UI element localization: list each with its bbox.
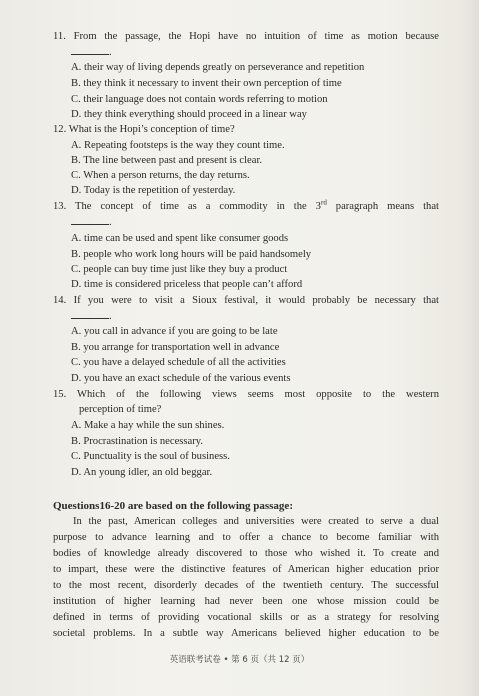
question-15-stem [53,388,439,401]
passage-line: to impart, these were the distinctive features of American higher education prior [53,564,439,575]
question-number: 11. [53,31,66,42]
option-14-c [71,356,286,369]
question-number: 12. [53,124,67,135]
option-letter: C. [71,451,81,462]
option-letter: B. [71,155,81,166]
option-11-c [71,93,328,106]
passage-line: defined in terms of providing vocational skills or as a strategy for resolving [53,612,439,623]
option-text: Repeating footsteps is the way they count time. [83,140,285,151]
option-letter: D. [71,279,82,290]
passage-line: In the past, American colleges and universities were created to serve a dual [73,516,439,527]
question-11-stem [53,30,439,43]
option-text: people can buy time just like they buy a product [83,264,288,275]
option-text: When a person returns, the day returns. [83,170,250,181]
passage-line: societal problems. In a subtle way Americans believed higher education to be [53,628,439,639]
option-11-b [71,77,342,90]
option-letter: A. [71,233,82,244]
option-letter: D. [71,373,82,384]
option-15-a [71,419,224,432]
option-text: Punctuality is the soul of business. [83,451,230,462]
option-letter: C. [71,264,81,275]
option-text: you call in advance if you are going to be late [83,326,278,337]
option-15-b [71,435,203,448]
option-12-c [71,169,250,182]
ordinal-suffix: rd [320,198,327,207]
answer-blank: . [71,308,112,323]
question-stem-text: paragraph means that [326,201,439,212]
option-text: you have a delayed schedule of all the activities [83,357,286,368]
option-text: they think everything should proceed in a linear way [83,109,307,120]
option-13-b [71,248,311,261]
answer-blank: . [71,214,112,229]
option-letter: C. [71,170,81,181]
option-12-a [71,139,285,152]
option-text: Procrastination is necessary. [83,436,204,447]
question-number: 15. [53,389,67,400]
option-letter: B. [71,342,81,353]
question-stem-text: The concept of time as a commodity in the 3 [75,201,321,212]
option-letter: C. [71,94,81,105]
option-text: Today is the repetition of yesterday. [83,185,236,196]
passage-line: institution of higher learning had never been one whose mission could be [53,596,439,607]
question-13-stem [53,200,439,213]
option-letter: A. [71,62,82,73]
passage-heading: Questions16-20 are based on the following passage: [53,500,293,512]
question-14-stem [53,294,439,307]
option-letter: A. [71,326,82,337]
option-letter: D. [71,467,82,478]
option-letter: B. [71,436,81,447]
page-footer: 英语联考试卷 • 第 6 页（共 12 页） [169,655,310,665]
option-12-b [71,154,262,167]
option-text: The line between past and present is clear. [83,155,263,166]
option-text: people who work long hours will be paid handsomely [83,249,312,260]
question-stem-text: What is the Hopi’s conception of time? [68,124,235,135]
option-14-b [71,341,279,354]
question-12-stem [53,123,235,136]
option-letter: B. [71,78,81,89]
option-13-a [71,232,288,245]
option-12-d [71,184,235,197]
option-text: their language does not contain words referring to motion [83,94,328,105]
page-edge-shadow [463,0,479,696]
question-number: 13. [53,201,67,212]
option-text: you arrange for transportation well in advance [83,342,280,353]
option-11-d [71,108,307,121]
question-number: 14. [53,295,67,306]
option-text: time is considered priceless that people can’t afford [83,279,303,290]
question-stem-text: Which of the following views seems most opposite to the western [77,389,439,400]
question-stem-text: If you were to visit a Sioux festival, it would probably be necessary that [73,295,439,306]
option-13-d [71,278,302,291]
option-text: you have an exact schedule of the various events [83,373,291,384]
option-11-a [71,61,364,74]
option-text: An young idler, an old beggar. [83,467,213,478]
option-13-c [71,263,287,276]
passage-line: bodies of knowledge already discovered to those who wished it. To create and [53,548,439,559]
question-15-stem-continued: perception of time? [79,404,162,415]
passage-line: purpose to advance learning and to offer a chance to become familiar with [53,532,439,543]
option-letter: B. [71,249,81,260]
question-stem-text: From the passage, the Hopi have no intuition of time as motion because [73,31,440,42]
option-letter: D. [71,109,82,120]
answer-blank: . [71,44,112,59]
passage-line: to the most recent, disorderly decades of the twentieth century. The successful [53,580,439,591]
option-14-a [71,325,278,338]
option-text: time can be used and spent like consumer goods [83,233,289,244]
option-letter: C. [71,357,81,368]
option-letter: A. [71,140,82,151]
option-text: their way of living depends greatly on perseverance and repetition [83,62,365,73]
option-letter: D. [71,185,82,196]
option-15-c [71,450,230,463]
option-text: they think it necessary to invent their own perception of time [83,78,342,89]
option-text: Make a hay while the sun shines. [83,420,225,431]
option-14-d [71,372,290,385]
option-15-d [71,466,212,479]
option-letter: A. [71,420,82,431]
